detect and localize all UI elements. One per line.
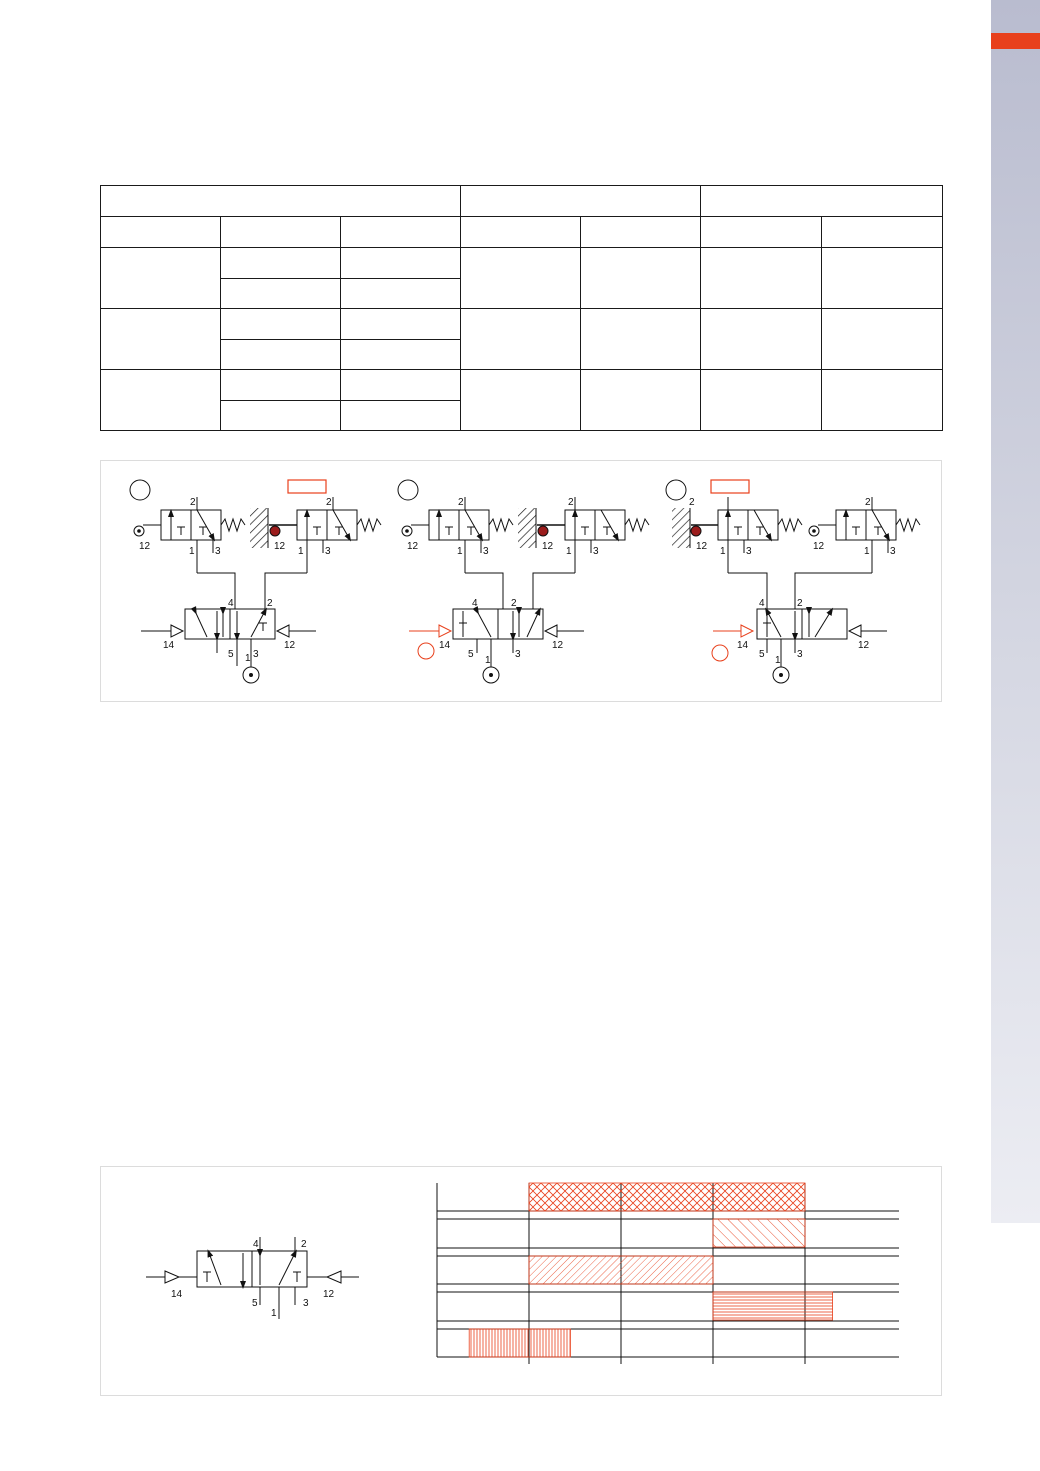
port-label: 2: [458, 497, 464, 508]
table-cell: [701, 309, 822, 370]
pilot-14-active-icon: [741, 625, 753, 637]
port-label: 14: [439, 640, 451, 651]
port-label: 12: [858, 640, 870, 651]
red-indicator-circle: [418, 643, 434, 659]
table-cell: [101, 370, 221, 431]
port-label: 3: [890, 546, 896, 557]
port-label: 12: [696, 541, 708, 552]
timing-panel: [100, 1166, 942, 1396]
port-label: 1: [298, 546, 304, 557]
table-header-row: [101, 186, 943, 217]
pilot-14-icon: [171, 625, 183, 637]
timing-bar: [529, 1183, 805, 1211]
table-cell: [221, 309, 341, 340]
port-label: 3: [325, 546, 331, 557]
spec-table: [100, 185, 943, 431]
timing-bar: [713, 1219, 805, 1247]
port-label: 2: [301, 1239, 307, 1250]
port-label: 12: [284, 640, 296, 651]
state-marker-circle: [130, 480, 150, 500]
port-label: 4: [472, 598, 478, 609]
port-label: 12: [323, 1289, 335, 1300]
state-marker-circle: [398, 480, 418, 500]
table-cell: [341, 370, 461, 401]
port-label: 1: [485, 655, 491, 666]
port-label: 2: [267, 598, 273, 609]
state-marker-circle: [666, 480, 686, 500]
port-label: 14: [171, 1289, 183, 1300]
port-label: 1: [775, 655, 781, 666]
port-label: 14: [737, 640, 749, 651]
pilot-14-icon: [165, 1271, 179, 1283]
pilot-12-icon: [277, 625, 289, 637]
table-cell: [701, 248, 822, 309]
table-cell: [341, 401, 461, 431]
valve-5-2-symbol: [146, 1237, 359, 1319]
table-cell: [581, 309, 701, 370]
table-row: [101, 309, 943, 340]
port-label: 2: [568, 497, 574, 508]
roller-actuated-icon: [691, 526, 701, 536]
port-label: 3: [483, 546, 489, 557]
table-cell: [221, 370, 341, 401]
port-label: 3: [215, 546, 221, 557]
circuit-state-1: [130, 480, 381, 683]
timing-bars: [469, 1183, 832, 1357]
pilot-14-active-icon: [439, 625, 451, 637]
port-label: 2: [190, 497, 196, 508]
table-row: [101, 248, 943, 279]
port-label: 3: [303, 1298, 309, 1309]
table-cell: [341, 217, 461, 248]
port-label: 4: [228, 598, 234, 609]
port-label: 3: [797, 649, 803, 660]
table-cell: [822, 309, 943, 370]
port-label: 5: [468, 649, 474, 660]
table-cell: [101, 309, 221, 370]
port-label: 1: [245, 653, 251, 664]
circuit-states-svg: [101, 461, 943, 703]
circuit-states-panel: [100, 460, 942, 702]
port-label: 12: [407, 541, 419, 552]
port-label: 5: [759, 649, 765, 660]
table-row: [101, 370, 943, 401]
table-cell: [221, 248, 341, 279]
port-label: 1: [189, 546, 195, 557]
table-header-cell: [701, 186, 943, 217]
table-header-cell: [101, 186, 461, 217]
table-cell: [461, 217, 581, 248]
table-cell: [341, 309, 461, 340]
table-cell: [461, 248, 581, 309]
circuit-state-2: [398, 480, 649, 683]
table-cell: [701, 217, 822, 248]
table-cell: [341, 340, 461, 370]
pilot-12-icon: [849, 625, 861, 637]
timing-bar: [469, 1329, 570, 1357]
wall-hatch: [672, 508, 690, 548]
table-cell: [581, 370, 701, 431]
port-label: 4: [759, 598, 765, 609]
table-cell: [461, 370, 581, 431]
port-label: 12: [274, 541, 286, 552]
table-cell: [822, 248, 943, 309]
table-cell: [221, 340, 341, 370]
table-cell: [101, 217, 221, 248]
pilot-12-icon: [327, 1271, 341, 1283]
timing-grid: [437, 1183, 899, 1364]
port-label: 12: [542, 541, 554, 552]
table-cell: [701, 370, 822, 431]
red-indicator-circle: [712, 645, 728, 661]
timing-bar: [713, 1292, 833, 1320]
port-label: 12: [552, 640, 564, 651]
red-label-box: [288, 480, 326, 493]
port-label: 1: [457, 546, 463, 557]
roller-actuated-icon: [538, 526, 548, 536]
wall-hatch: [250, 508, 268, 548]
table-cell: [221, 279, 341, 309]
port-label: 2: [326, 497, 332, 508]
port-label: 5: [252, 1298, 258, 1309]
table-header-cell: [461, 186, 701, 217]
table-cell: [221, 401, 341, 431]
pilot-12-icon: [545, 625, 557, 637]
timing-svg: [101, 1167, 943, 1397]
table-subheader-row: [101, 217, 943, 248]
roller-actuated-icon: [270, 526, 280, 536]
table-cell: [341, 248, 461, 279]
side-gradient-strip: [991, 0, 1040, 1223]
port-label: 3: [746, 546, 752, 557]
port-label: 1: [271, 1308, 277, 1319]
table-cell: [581, 248, 701, 309]
table-cell: [461, 309, 581, 370]
port-label: 2: [797, 598, 803, 609]
table-cell: [341, 279, 461, 309]
port-label: 12: [139, 541, 151, 552]
port-label: 3: [253, 649, 259, 660]
port-label: 2: [865, 497, 871, 508]
port-label: 3: [593, 546, 599, 557]
table-cell: [822, 370, 943, 431]
port-label: 12: [813, 541, 825, 552]
port-label: 5: [228, 649, 234, 660]
port-label: 1: [566, 546, 572, 557]
port-label: 1: [720, 546, 726, 557]
port-label: 2: [689, 497, 695, 508]
table-cell: [101, 248, 221, 309]
port-label: 1: [864, 546, 870, 557]
section-tab-marker: [991, 33, 1040, 49]
table-cell: [581, 217, 701, 248]
port-label: 2: [511, 598, 517, 609]
port-label: 4: [253, 1239, 259, 1250]
wall-hatch: [518, 508, 536, 548]
port-label: 3: [515, 649, 521, 660]
red-label-box: [711, 480, 749, 493]
port-label: 14: [163, 640, 175, 651]
circuit-state-3: [666, 480, 920, 683]
timing-bar: [529, 1256, 713, 1284]
table-cell: [221, 217, 341, 248]
table-cell: [822, 217, 943, 248]
